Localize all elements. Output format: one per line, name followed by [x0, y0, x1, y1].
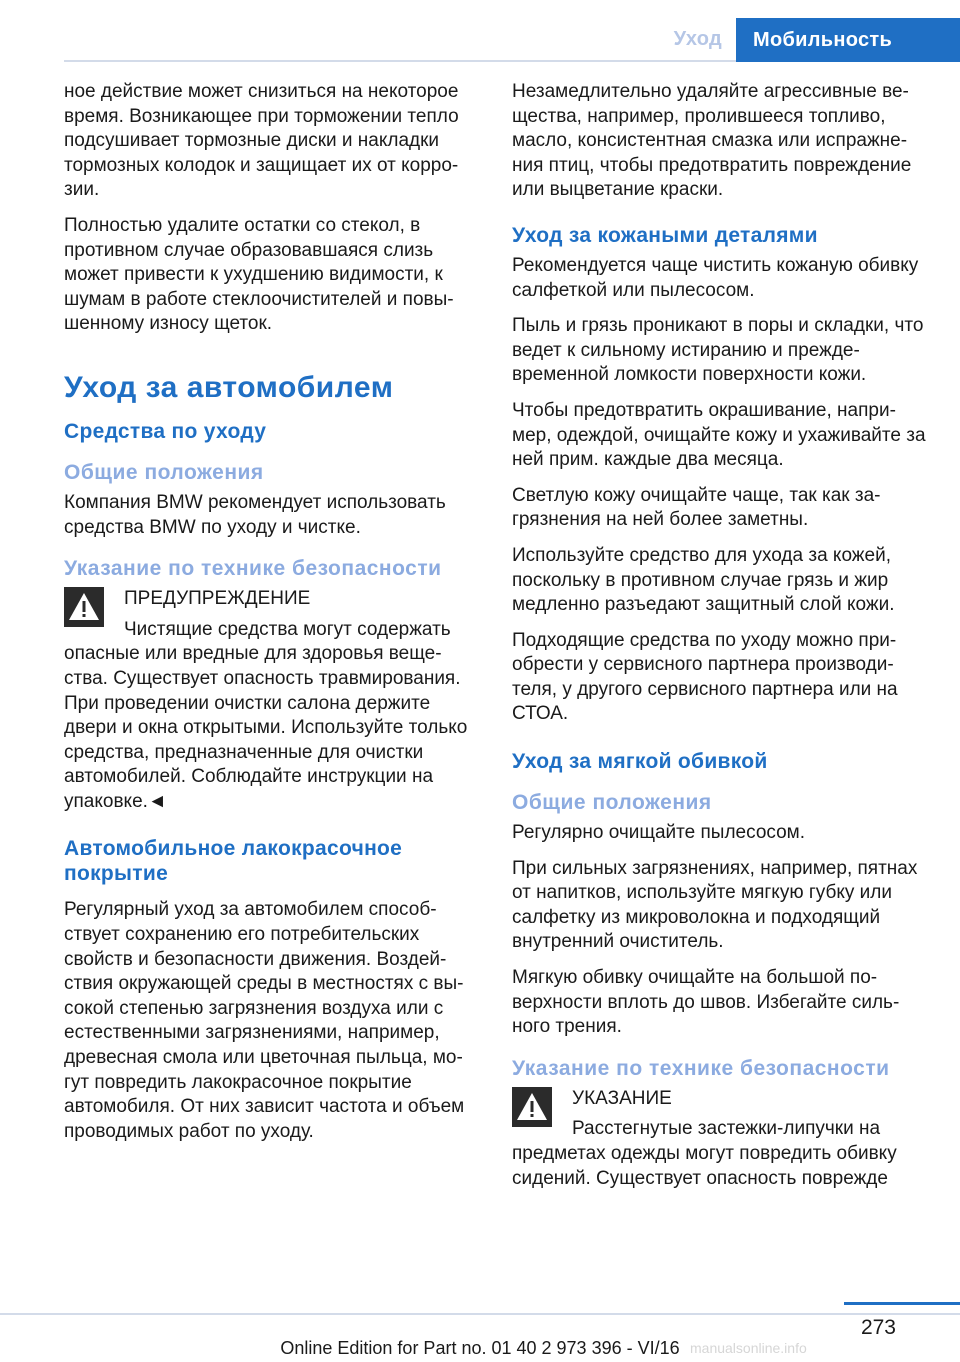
- right-column: [512, 80, 928, 1202]
- paragraph: Полностью удалите остатки со стекол, в противном случае образовавшаяся слизь может привести к ухудшению видимости, к шумам в работе стеклоочистителей и повышенному износу щеток.: [64, 214, 454, 335]
- warning-title: ПРЕДУПРЕЖДЕНИЕ: [124, 588, 311, 610]
- subheading-general: Общие положения: [64, 460, 264, 484]
- paragraph: Незамедлительно удаляйте агрессивные вещества, например, пролившееся топливо, масло, консистентная смазка или испражнения птиц, чтобы предотвратить повреждение или выцветание краски.: [512, 81, 912, 201]
- paragraph: Регулярно очищайте пылесосом.: [512, 822, 806, 844]
- notice-body: Расстегнутые застежки-липучки на предметах одежды могут повредить обивку сидений. Существует опасность поврежде: [512, 1118, 897, 1189]
- left-column: [64, 80, 474, 1155]
- paragraph: Мягкую обивку очищайте на большой поверхности вплоть до швов. Избегайте сильного трения.: [512, 967, 900, 1038]
- paragraph: При сильных загрязнениях, например, пятнах от напитков, используйте мягкую губку или салфетку из микроволокна и подходящий внутренний очиститель.: [512, 857, 918, 953]
- edition-line: Online Edition for Part no. 01 40 2 973 396 - VI/16: [280, 1338, 680, 1358]
- subheading-safety: Указание по технике безопасности: [512, 1056, 890, 1080]
- notice-title: УКАЗАНИЕ: [572, 1087, 672, 1109]
- warning-block: [64, 587, 474, 814]
- heading-paint: Автомобильное лакокрасочное покрытие: [64, 837, 403, 886]
- paragraph: Светлую кожу очищайте чаще, так как загрязнения на ней более заметны.: [512, 484, 881, 531]
- paragraph: ное действие может снизиться на некоторое время. Возникающее при торможении тепло подсушивает тормозные диски и накладки тормозных колодок и защищает их от коррозии.: [64, 81, 459, 201]
- warning-body: Чистящие средства могут содержать опасные или вредные для здоровья вещества. Существует опасность травмирования. При проведении очистки салона держите двери и окна открытыми. Используйте только средства, предназначенные для очистки автомобилей. Соблюдайте инструкции на упаковке.◄: [64, 618, 468, 812]
- paragraph: Пыль и грязь проникают в поры и складки, что ведет к сильному истиранию и преждевременной ломкости поверхности кожи.: [512, 315, 924, 386]
- paragraph: Подходящие средства по уходу можно приобрести у сервисного партнера производителя, у другого сервисного партнера или на СТОА.: [512, 629, 898, 725]
- heading-leather: Уход за кожаными деталями: [512, 223, 818, 247]
- header-section-title: Уход: [673, 28, 722, 50]
- watermark: manualsonline.info: [690, 1340, 807, 1356]
- page-number: 273: [860, 1316, 896, 1339]
- paragraph: Регулярный уход за автомобилем способствует сохранению его потребительских свойств и безопасности движения. Воздействия окружающей среды в местностях с высокой степенью загрязнения воздуха или с естественными загрязнениями, например, древесная смола или цветочная пыльца, могут повредить лакокрасочное покрытие автомобиля. От них зависит частота и объем проводимых работ по уходу.: [64, 899, 465, 1142]
- warning-triangle-icon: [64, 587, 104, 627]
- footer-accent-tab: [844, 1302, 960, 1305]
- header-chapter-tab: Мобильность: [736, 18, 960, 62]
- paragraph: Компания BMW рекомендует использовать средства BMW по уходу и чистке.: [64, 491, 446, 538]
- subheading-general: Общие положения: [512, 791, 712, 815]
- section-heading-car-care: Уход за автомобилем: [64, 370, 394, 404]
- heading-care-products: Средства по уходу: [64, 419, 267, 443]
- subheading-safety: Указание по технике безопасности: [64, 557, 442, 581]
- paragraph: Рекомендуется чаще чистить кожаную обивку салфеткой или пылесосом.: [512, 254, 919, 301]
- warning-triangle-icon: [512, 1087, 552, 1127]
- paragraph: Используйте средство для ухода за кожей, поскольку в противном случае грязь и жир медленно разъедают защитный слой кожи.: [512, 544, 895, 616]
- notice-block: [512, 1087, 928, 1191]
- footer-rule: [0, 1313, 960, 1315]
- heading-upholstery: Уход за мягкой обивкой: [512, 750, 768, 774]
- paragraph: Чтобы предотвратить окрашивание, например, одеждой, очищайте кожу и ухаживайте за ней прим. каждые два месяца.: [512, 399, 926, 471]
